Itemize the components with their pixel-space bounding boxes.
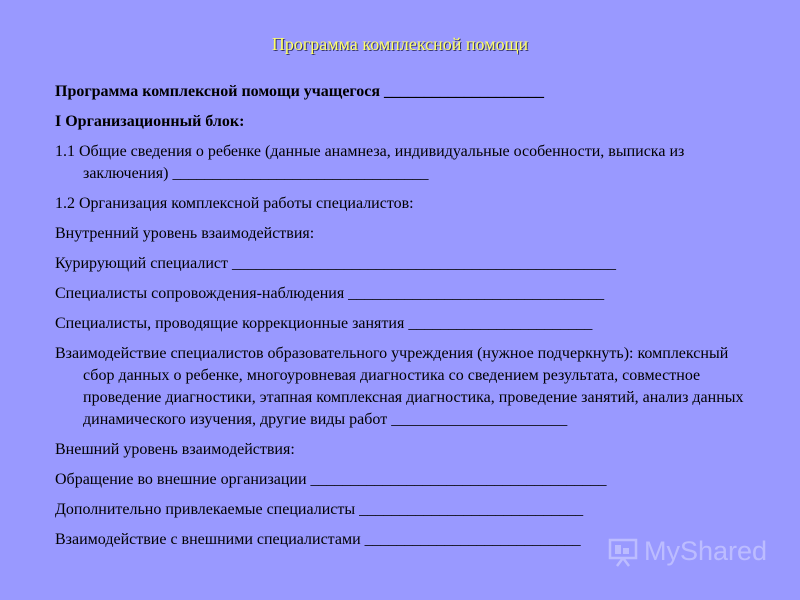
myshared-watermark	[608, 536, 767, 567]
form-line-external-interaction: Взаимодействие с внешними специалистами ___________________________	[55, 531, 581, 548]
form-line-external-orgs: Обращение во внешние организации _____________________________________	[55, 471, 607, 488]
form-line-external-level: Внешний уровень взаимодействия:	[55, 441, 295, 458]
form-line-interaction: Взаимодействие специалистов образовательного учреждения (нужное подчеркнуть): комплексный сбор данных о ребенке, многоуровневая диагностика со сведением результата, совместное проведение диагностики, этапная комплексная диагностика, проведение занятий, анализ данных динамического изучения, другие виды работ ______________________	[55, 345, 744, 428]
form-line-curator: Курирующий специалист ________________________________________________	[55, 255, 616, 272]
form-line-internal-level: Внутренний уровень взаимодействия:	[55, 225, 315, 242]
form-line-extra-specialists: Дополнительно привлекаемые специалисты ____________________________	[55, 501, 584, 518]
program-form	[55, 81, 755, 559]
watermark-text: MyShared	[644, 536, 768, 566]
slide-title: Программа комплексной помощи	[271, 34, 529, 54]
form-line-support-specialists: Специалисты сопровождения-наблюдения ________________________________	[55, 285, 605, 302]
form-line-organization: 1.2 Организация комплексной работы специалистов:	[55, 195, 414, 212]
form-line-org-block: I Организационный блок:	[55, 113, 245, 130]
presentation-board-icon	[608, 537, 638, 567]
form-line-general-info: 1.1 Общие сведения о ребенке (данные анамнеза, индивидуальные особенности, выписка из заключения) ________________________________	[55, 143, 685, 182]
form-line-correction-specialists: Специалисты, проводящие коррекционные занятия _______________________	[55, 315, 593, 332]
form-line-student: Программа комплексной помощи учащегося ____________________	[55, 83, 545, 100]
